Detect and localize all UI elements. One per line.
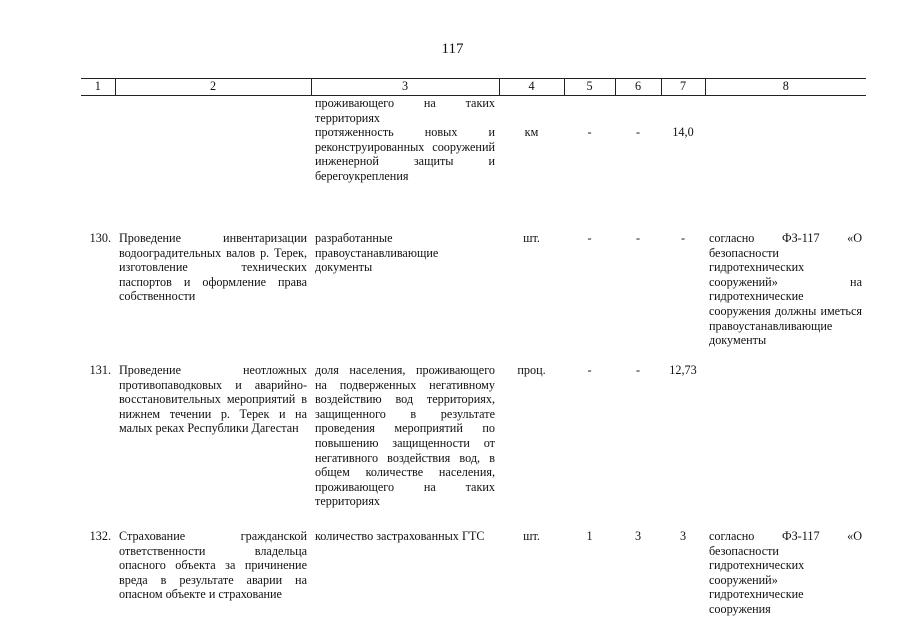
- note-cell: согласно ФЗ-117 «О безопасности гидротехнических сооружений» гидротехнические сооружения: [709, 529, 862, 616]
- page-number: 117: [441, 41, 464, 57]
- indicator-text: проживающего на таких территориях: [315, 96, 495, 125]
- unit-cell: шт.: [523, 231, 540, 245]
- header-cell: 3: [311, 79, 499, 96]
- value-cell: -: [587, 231, 592, 245]
- value-cell: 3: [679, 529, 687, 543]
- indicator-text: протяженность новых и реконструированных сооружений инженерной защиты и берегоукрепления: [315, 125, 495, 183]
- unit-cell: км: [524, 125, 539, 139]
- header-cell: 8: [705, 79, 866, 96]
- indicator-cell: [311, 96, 499, 232]
- measure-name: [115, 96, 311, 232]
- row-number: 131.: [89, 363, 111, 377]
- table-row: [81, 96, 866, 232]
- header-cell: 1: [81, 79, 115, 96]
- value-cell: -: [680, 231, 686, 245]
- measure-name: Страхование гражданской ответственности владельца опасного объекта за причинение вреда в результате аварии на опасном объекте и страхование: [119, 529, 307, 602]
- row-number: 130.: [89, 231, 111, 245]
- indicator-text: разработанные правоустанавливающие документы: [315, 231, 439, 275]
- value-cell: 3: [634, 529, 642, 543]
- indicator-text: количество застрахованных ГТС: [315, 529, 485, 543]
- table-row: [81, 363, 866, 529]
- unit-cell: шт.: [523, 529, 540, 543]
- header-cell: 4: [499, 79, 564, 96]
- measure-name: Проведение инвентаризации водооградительных валов р. Терек, изготовление технических паспортов и оформление права собственности: [119, 231, 307, 304]
- table-row: [81, 231, 866, 363]
- value-cell: -: [635, 231, 641, 245]
- row-number: [81, 96, 115, 232]
- value-cell: -: [635, 125, 641, 139]
- row-number: 132.: [89, 529, 111, 543]
- value-cell: 1: [586, 529, 593, 543]
- value-cell: -: [635, 363, 641, 377]
- note-cell: [705, 96, 866, 232]
- data-table: [81, 78, 866, 617]
- value-cell: -: [587, 125, 592, 139]
- value-cell: -: [587, 363, 592, 377]
- header-cell: 2: [115, 79, 311, 96]
- unit-cell: проц.: [517, 363, 546, 377]
- note-cell: [705, 363, 866, 529]
- table-row: [81, 529, 866, 617]
- header-cell: 6: [615, 79, 661, 96]
- value-cell: 14,0: [672, 125, 694, 139]
- column-number-header: [81, 79, 866, 96]
- header-cell: 7: [661, 79, 705, 96]
- indicator-text: доля населения, проживающего на подверженных негативному воздействию вод территориях, защищенного в результате проведения мероприятий по повышению защищенности от негативного воздействия вод, в общем количестве населения, проживающего на таких территориях: [315, 363, 495, 509]
- note-cell: согласно ФЗ-117 «О безопасности гидротехнических сооружений» на гидротехнические сооружения должны иметься правоустанавливающие документы: [709, 231, 862, 348]
- header-cell: 5: [564, 79, 615, 96]
- value-cell: 12,73: [669, 363, 697, 377]
- measure-name: Проведение неотложных противопаводковых и аварийно-восстановительных мероприятий в нижнем течении р. Терек и на малых реках Республики Дагестан: [119, 363, 307, 436]
